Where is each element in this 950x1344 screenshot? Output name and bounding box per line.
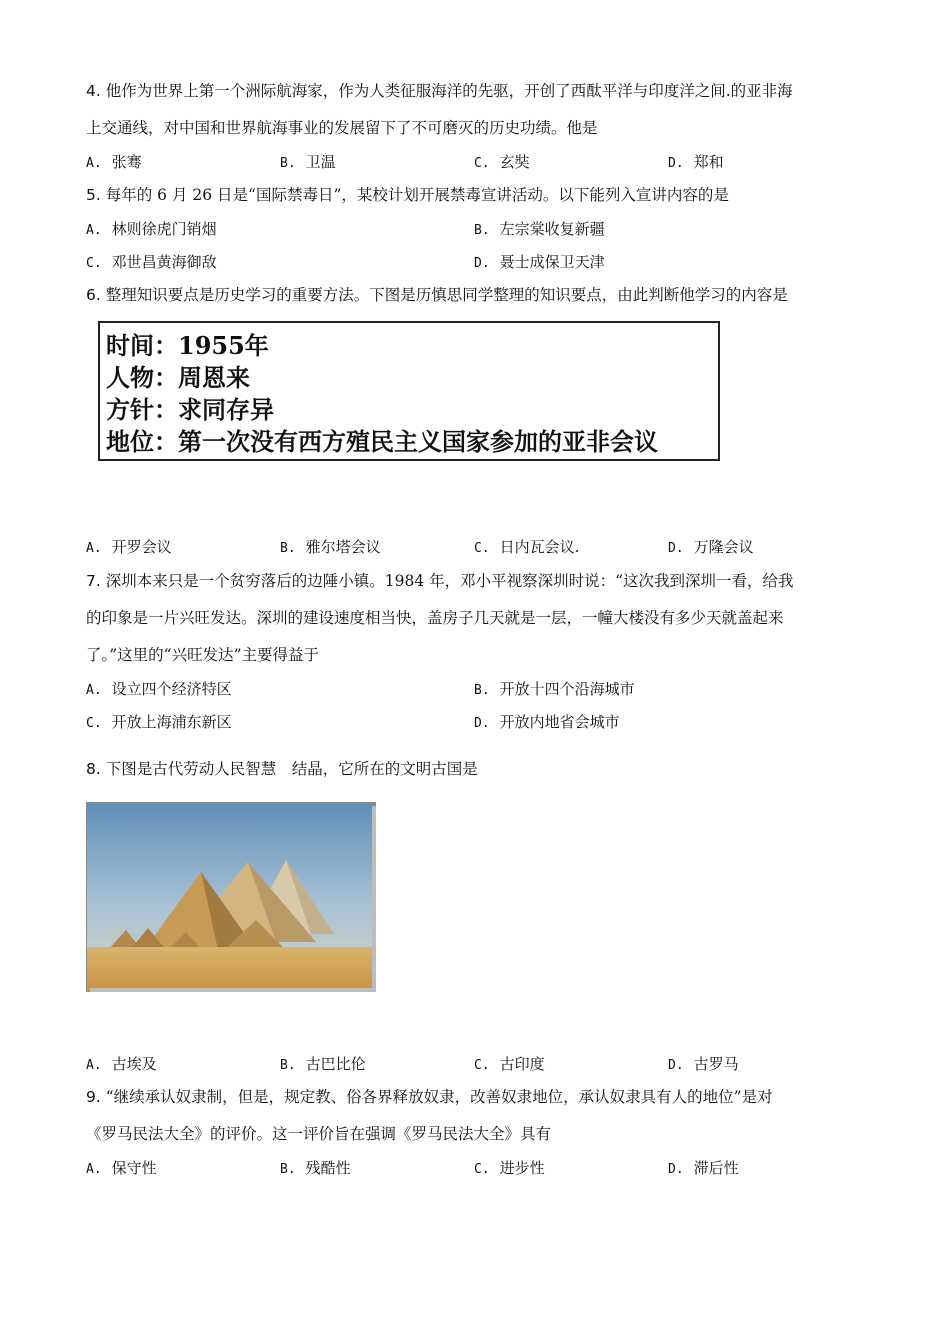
q9-stem-line1: 9. “继续承认奴隶制，但是，规定教、俗各界释放奴隶，改善奴隶地位，承认奴隶具有人的地位”是对	[86, 1088, 773, 1106]
q8-option-c[interactable]: C. 古印度	[474, 1055, 545, 1073]
q4-option-d[interactable]: D. 郑和	[668, 153, 724, 171]
q9-option-d[interactable]: D. 滞后性	[668, 1159, 739, 1177]
q6-option-c[interactable]: C. 日内瓦会议.	[474, 538, 580, 556]
q7-stem-line3: 了。”这里的“兴旺发达”主要得益于	[86, 646, 320, 664]
knowledge-status: 地位：第一次没有西方殖民主义国家参加的亚非会议	[106, 427, 658, 456]
q5-number: 5.	[86, 186, 101, 204]
q4-option-b[interactable]: B. 卫温	[280, 153, 336, 171]
pyramids-photo-icon	[86, 802, 376, 992]
knowledge-person: 人物：周恩来	[106, 363, 250, 392]
q7-option-c[interactable]: C. 开放上海浦东新区	[86, 713, 232, 731]
q7-stem-line1: 7. 深圳本来只是一个贫穷落后的边陲小镇。1984 年，邓小平视察深圳时说：“这次我到深圳一看，给我	[86, 572, 794, 590]
q6-option-d[interactable]: D. 万隆会议	[668, 538, 754, 556]
q8-option-d[interactable]: D. 古罗马	[668, 1055, 739, 1073]
q8-option-a[interactable]: A. 古埃及	[86, 1055, 157, 1073]
q5-option-d[interactable]: D. 聂士成保卫天津	[474, 253, 605, 271]
q7-option-b[interactable]: B. 开放十四个沿海城市	[474, 680, 635, 698]
q4-number: 4.	[86, 82, 101, 100]
q6-number: 6.	[86, 286, 101, 304]
q6-stem-line1: 6. 整理知识要点是历史学习的重要方法。下图是历慎思同学整理的知识要点，由此判断他学习的内容是	[86, 286, 788, 304]
q4-option-a[interactable]: A. 张骞	[86, 153, 142, 171]
q6-option-b[interactable]: B. 雅尔塔会议	[280, 538, 381, 556]
q9-option-b[interactable]: B. 残酷性	[280, 1159, 351, 1177]
q9-stem-line2: 《罗马民法大全》的评价。这一评价旨在强调《罗马民法大全》具有	[86, 1125, 552, 1143]
q5-stem-line1: 5. 每年的 6 月 26 日是“国际禁毒日”，某校计划开展禁毒宣讲活动。以下能列入宣讲内容的是	[86, 186, 729, 204]
knowledge-card	[98, 321, 720, 461]
q8-number: 8.	[86, 760, 101, 778]
q9-option-c[interactable]: C. 进步性	[474, 1159, 545, 1177]
q5-option-b[interactable]: B. 左宗棠收复新疆	[474, 220, 605, 238]
q5-option-c[interactable]: C. 邓世昌黄海御敌	[86, 253, 217, 271]
q6-option-a[interactable]: A. 开罗会议	[86, 538, 172, 556]
knowledge-time: 时间：1955年	[106, 331, 269, 360]
q9-number: 9.	[86, 1088, 101, 1106]
q8-option-b[interactable]: B. 古巴比伦	[280, 1055, 366, 1073]
q7-option-a[interactable]: A. 设立四个经济特区	[86, 680, 232, 698]
q7-number: 7.	[86, 572, 101, 590]
q4-stem-line2: 上交通线，对中国和世界航海事业的发展留下了不可磨灭的历史功绩。他是	[86, 119, 598, 137]
knowledge-policy: 方针：求同存异	[106, 395, 274, 424]
q5-option-a[interactable]: A. 林则徐虎门销烟	[86, 220, 217, 238]
q4-option-c[interactable]: C. 玄奘	[474, 153, 530, 171]
q9-option-a[interactable]: A. 保守性	[86, 1159, 157, 1177]
q7-option-d[interactable]: D. 开放内地省会城市	[474, 713, 620, 731]
q8-stem-line1: 8. 下图是古代劳动人民智慧 结晶，它所在的文明古国是	[86, 760, 478, 778]
q7-stem-line2: 的印象是一片兴旺发达。深圳的建设速度相当快，盖房子几天就是一层，一幢大楼没有多少天就盖起来	[86, 609, 784, 627]
q4-stem-line1: 4. 他作为世界上第一个洲际航海家，作为人类征服海洋的先驱，开创了西酞平洋与印度洋之间.的亚非海	[86, 82, 793, 100]
